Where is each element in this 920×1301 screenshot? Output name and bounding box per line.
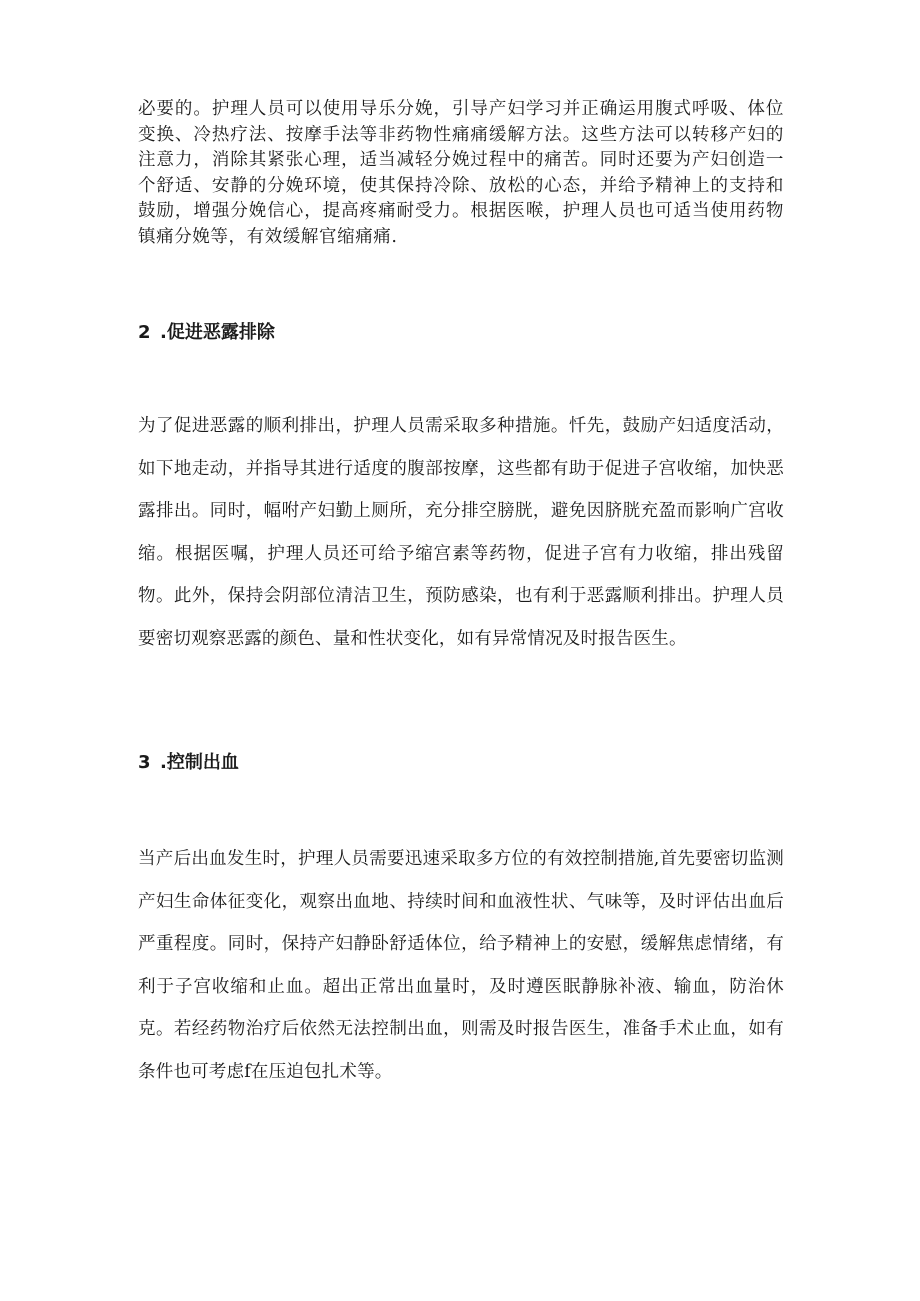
section-title: .控制出血 <box>160 752 239 773</box>
paragraph-lochia: 为了促进恶露的顺利排出，护理人员需采取多种措施。忏先，鼓励产妇适度活动，如下地走动，并指导其进行适度的腹部按摩，这些都有助于促进子宫收缩，加快恶露排出。同时，幅咐产妇勤上厕所，充分排空膀胱，避免因脐胱充盈而影响广宫收缩。根据医嘱，护理人员还可给予缩宫素等药物，促进子宫有力收缩，排出残留物。此外，保持会阴部位清洁卫生，预防感染，也有利于恶露顺利排出。护理人员要密切观察恶露的颜色、量和性状变化，如有异常情况及时报告医生。 <box>138 416 784 649</box>
section-number: 3 <box>138 752 151 773</box>
section-title: .促进恶露排除 <box>160 322 275 343</box>
section-heading-lochia <box>138 320 275 346</box>
section-number: 2 <box>138 322 151 343</box>
paragraph-bleeding: 当产后出血发生时，护理人员需要迅速采取多方位的有效控制措施,首先要密切监测产妇生命体征变化，观察出血地、持续时间和血液性状、气味等，及时评估出血后严重程度。同时，保持产妇静卧舒适体位，给予精神上的安慰，缓解焦虑情绪，有利于子宫收缩和止血。超出正常出血量时，及时遵医眠静脉补液、输血，防治休克。若经药物治疗后依然无法控制出血，则需及时报告医生，准备手术止血，如有条件也可考虑f在压迫包扎术等。 <box>138 849 784 1082</box>
section-heading-bleeding <box>138 750 239 776</box>
paragraph-pain-relief: 必要的。护理人员可以使用导乐分娩，引导产妇学习并正确运用腹式呼吸、体位变换、冷热疗法、按摩手法等非药物性痛痛缓解方法。这些方法可以转移产妇的注意力，消除其紧张心理，适当减轻分娩过程中的痛苦。同时还要为产妇创造一个舒适、安静的分娩环境，使其保持冷除、放松的心态，并给予精神上的支持和鼓励，增强分娩信心，提高疼痛耐受力。根据医喉，护理人员也可适当使用药物镇痛分娩等，有效缓解官缩痛痛. <box>138 99 784 247</box>
